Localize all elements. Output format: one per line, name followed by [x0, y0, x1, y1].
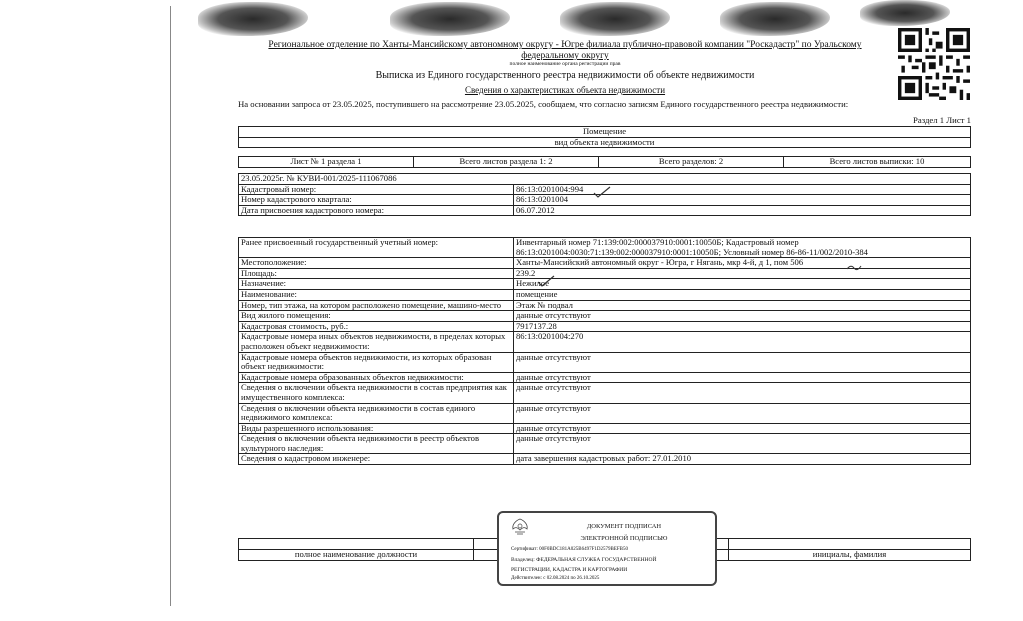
total-sheets-section: Всего листов раздела 1: 2 — [414, 157, 599, 168]
stamp-owner-line1: Владелец: ФЕДЕРАЛЬНАЯ СЛУЖБА ГОСУДАРСТВЕННОЙ — [511, 557, 657, 563]
table-row — [239, 238, 971, 258]
row-value: данные отсутствуют — [514, 352, 971, 372]
total-sections: Всего разделов: 2 — [599, 157, 784, 168]
row-label: Площадь: — [239, 268, 514, 279]
characteristics-table — [238, 237, 971, 465]
document-title: Выписка из Единого государственного реестра недвижимости об объекте недвижимости — [375, 70, 755, 81]
name-label: инициалы, фамилия — [729, 550, 971, 561]
object-type: Помещение — [239, 127, 971, 138]
row-label: Сведения о включении объекта недвижимости в состав единого недвижимого комплекса: — [239, 403, 514, 423]
row-label: Назначение: — [239, 279, 514, 290]
stamp-owner-line2: РЕГИСТРАЦИИ, КАДАСТРА И КАРТОГРАФИИ — [511, 567, 628, 573]
row-label: Номер кадастрового квартала: — [239, 195, 514, 206]
e-signature-stamp — [497, 511, 717, 586]
row-value: Ханты-Мансийский автономный округ - Югра, г Нягань, мкр 4-й, д 1, пом 506 — [514, 258, 971, 269]
table-row — [239, 289, 971, 300]
row-label: Ранее присвоенный государственный учетный номер: — [239, 238, 514, 258]
row-value: данные отсутствуют — [514, 383, 971, 403]
org-caption: полное наименование органа регистрации прав — [509, 61, 621, 67]
row-value: данные отсутствуют — [514, 311, 971, 322]
row-value: данные отсутствуют — [514, 372, 971, 383]
emblem-icon — [509, 517, 531, 537]
stamp-line1: ДОКУМЕНТ ПОДПИСАН — [586, 523, 662, 530]
stamp-cert: Сертификат: 00F0BDC181A025B6497F1D2579BEFB50 — [511, 547, 628, 552]
table-row — [239, 423, 971, 434]
row-label: Номер, тип этажа, на котором расположено помещение, машино-место — [239, 300, 514, 311]
row-label: Виды разрешенного использования: — [239, 423, 514, 434]
request-text: На основании запроса от 23.05.2025, поступившего на рассмотрение 23.05.2025, сообщаем, что согласно записям Единого государственного реестра недвижимости: — [238, 99, 849, 109]
row-label: Местоположение: — [239, 258, 514, 269]
row-label: Кадастровые номера иных объектов недвижимости, в пределах которых расположен объект недвижимости: — [239, 332, 514, 352]
scan-smudge — [560, 2, 670, 36]
row-value: Этаж № подвал — [514, 300, 971, 311]
row-value: Инвентарный номер 71:139:002:000037910:0001:10050Б; Кадастровый номер 86:13:0201004:0030:71:139:002:000037910:0001:10050Б; Условный номер 86-86-11/002/2010-384 — [514, 238, 971, 258]
org-name-line2: федеральному округу — [521, 51, 609, 61]
document-subtitle: Сведения о характеристиках объекта недвижимости — [464, 85, 666, 95]
stamp-valid: Действителен: с 02.08.2024 по 26.10.2025 — [511, 576, 600, 581]
row-value: Нежилое — [514, 279, 971, 290]
table-row — [239, 454, 971, 465]
row-value: данные отсутствуют — [514, 403, 971, 423]
row-label: Кадастровая стоимость, руб.: — [239, 321, 514, 332]
sheet-info-table — [238, 156, 971, 168]
row-value: 06.07.2012 — [514, 205, 971, 216]
record-id: 23.05.2025г. № КУВИ-001/2025-111067086 — [239, 174, 971, 185]
object-type-caption: вид объекта недвижимости — [239, 137, 971, 148]
row-label: Кадастровые номера объектов недвижимости, из которых образован объект недвижимости: — [239, 352, 514, 372]
table-row — [239, 434, 971, 454]
table-row — [239, 383, 971, 403]
row-value: 7917137.28 — [514, 321, 971, 332]
scan-smudge — [860, 0, 950, 26]
row-label: Кадастровые номера образованных объектов недвижимости: — [239, 372, 514, 383]
scribble-icon — [846, 263, 862, 271]
row-label: Дата присвоения кадастрового номера: — [239, 205, 514, 216]
row-label: Вид жилого помещения: — [239, 311, 514, 322]
total-sheets-extract: Всего листов выписки: 10 — [784, 157, 971, 168]
row-value: дата завершения кадастровых работ: 27.01.2010 — [514, 454, 971, 465]
org-name-line1: Региональное отделение по Ханты-Мансийскому автономному округу - Югре филиала публично-правовой компании "Роскадастр" по Уральскому — [268, 40, 862, 50]
sheet-number: Лист № 1 раздела 1 — [239, 157, 414, 168]
table-row — [239, 321, 971, 332]
row-label: Наименование: — [239, 289, 514, 300]
checkmark-icon — [537, 275, 555, 287]
row-value: данные отсутствуют — [514, 423, 971, 434]
position-label: полное наименование должности — [239, 550, 474, 561]
table-row — [239, 205, 971, 216]
row-value: 86:13:0201004:994 — [514, 184, 971, 195]
table-row — [239, 279, 971, 290]
row-value: данные отсутствуют — [514, 434, 971, 454]
scan-smudge — [720, 2, 830, 36]
row-label: Сведения о включении объекта недвижимости в реестр объектов культурного наследия: — [239, 434, 514, 454]
row-value: 86:13:0201004 — [514, 195, 971, 206]
checkmark-icon — [593, 186, 611, 198]
row-label: Кадастровый номер: — [239, 184, 514, 195]
row-value: помещение — [514, 289, 971, 300]
object-type-table — [238, 126, 971, 148]
scan-smudge — [198, 2, 308, 36]
table-row — [239, 332, 971, 352]
table-row — [239, 311, 971, 322]
row-value: 86:13:0201004:270 — [514, 332, 971, 352]
table-row — [239, 300, 971, 311]
scan-edge-line — [170, 6, 171, 606]
row-label: Сведения о включении объекта недвижимости в состав предприятия как имущественного комплекса: — [239, 383, 514, 403]
row-value: 239.2 — [514, 268, 971, 279]
table-row — [239, 372, 971, 383]
section-sheet-label: Раздел 1 Лист 1 — [913, 115, 971, 125]
stamp-line2: ЭЛЕКТРОННОЙ ПОДПИСЬЮ — [580, 535, 668, 542]
scan-smudge — [390, 2, 510, 36]
table-row — [239, 352, 971, 372]
table-row — [239, 403, 971, 423]
row-label: Сведения о кадастровом инженере: — [239, 454, 514, 465]
